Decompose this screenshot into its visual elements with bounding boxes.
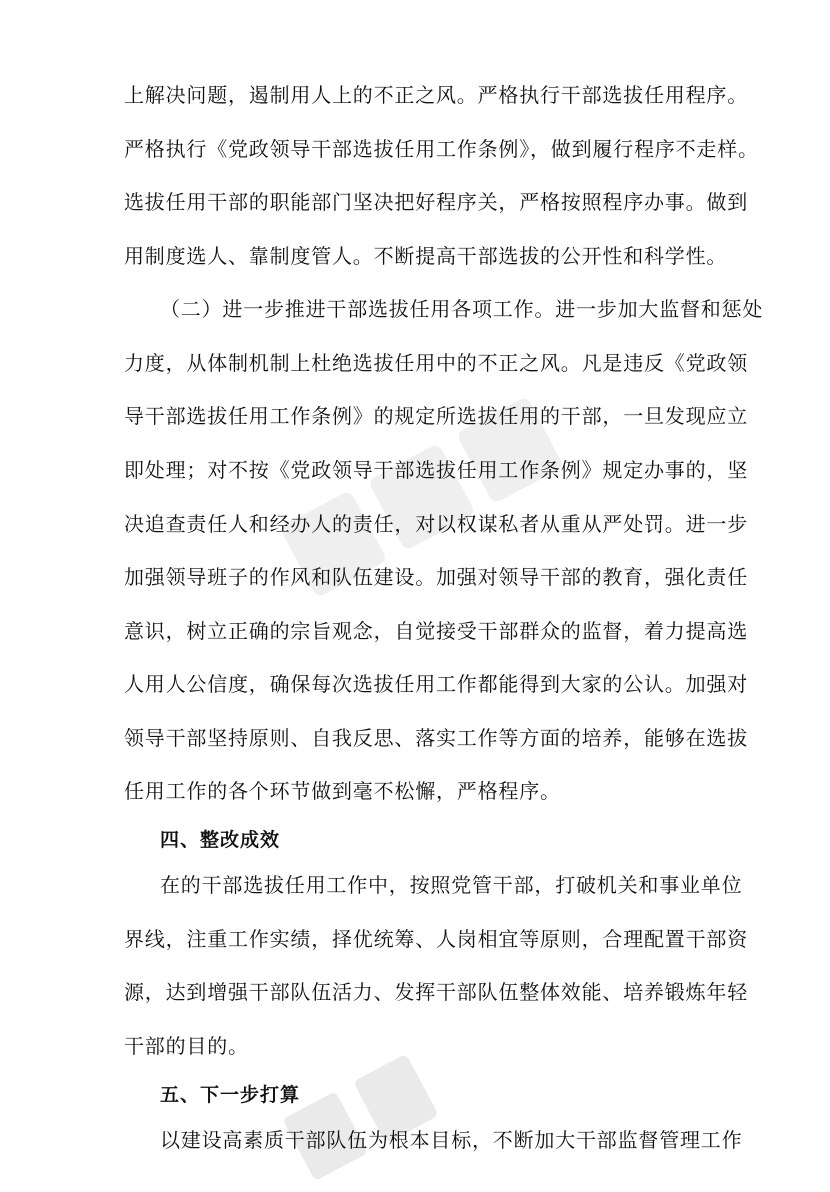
paragraph-line: 以建设高素质干部队伍为根本目标，不断加大干部监督管理工作 (160, 1128, 743, 1152)
paragraph-line: 干部的目的。 (124, 1034, 249, 1058)
section-heading-5: 五、下一步打算 (160, 1084, 301, 1106)
paragraph-line: 意识，树立正确的宗旨观念，自觉接受干部群众的监督，着力提高选 (124, 619, 748, 643)
paragraph-line: 加强领导班子的作风和队伍建设。加强对领导干部的教育，强化责任 (124, 565, 748, 589)
paragraph-line: 即处理；对不按《党政领导干部选拔任用工作条例》规定办事的，坚 (124, 458, 748, 482)
paragraph-line: 决追查责任人和经办人的责任，对以权谋私者从重从严处罚。进一步 (124, 512, 748, 536)
paragraph-line: 上解决问题，遏制用人上的不正之风。严格执行干部选拔任用程序。 (124, 83, 748, 107)
paragraph-line: 力度，从体制机制上杜绝选拔任用中的不正之风。凡是违反《党政领 (124, 351, 748, 375)
paragraph-line: 界线，注重工作实绩，择优统筹、人岗相宜等原则，合理配置干部资 (124, 927, 748, 951)
paragraph-line: 领导干部坚持原则、自我反思、落实工作等方面的培养，能够在选拔 (124, 726, 748, 750)
paragraph-line: 用制度选人、靠制度管人。不断提高干部选拔的公开性和科学性。 (124, 244, 728, 268)
paragraph-line: 人用人公信度，确保每次选拔任用工作都能得到大家的公认。加强对 (124, 672, 748, 696)
section-heading-4: 四、整改成效 (160, 829, 281, 851)
paragraph-line: 严格执行《党政领导干部选拔任用工作条例》，做到履行程序不走样。 (124, 137, 759, 161)
paragraph-line: 任用工作的各个环节做到毫不松懈，严格程序。 (124, 779, 561, 803)
paragraph-line: 源，达到增强干部队伍活力、发挥干部队伍整体效能、培养锻炼年轻 (124, 980, 748, 1004)
paragraph-line: 选拔任用干部的职能部门坚决把好程序关，严格按照程序办事。做到 (124, 190, 748, 214)
paragraph-line: 导干部选拔任用工作条例》的规定所选拔任用的干部，一旦发现应立 (124, 404, 748, 428)
paragraph-line: （二）进一步推进干部选拔任用各项工作。进一步加大监督和惩处 (160, 297, 764, 321)
paragraph-line: 在的干部选拔任用工作中，按照党管干部，打破机关和事业单位 (160, 873, 743, 897)
